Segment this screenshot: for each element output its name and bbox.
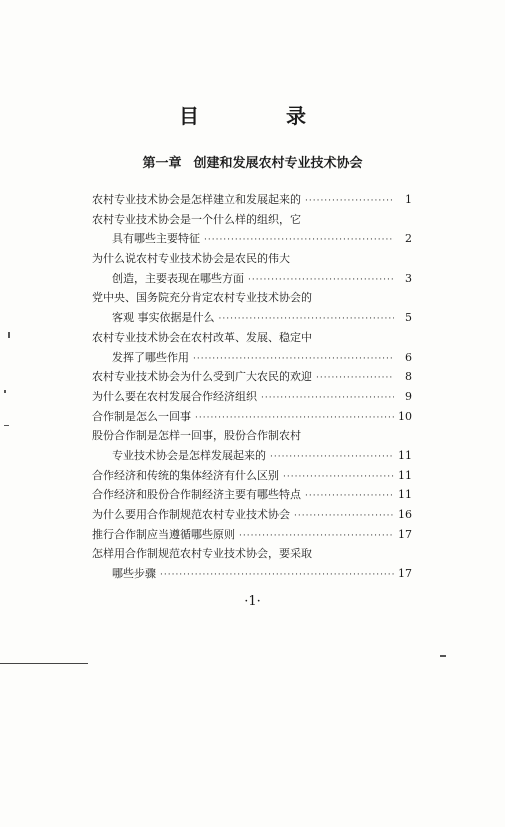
page-number-footer: ·1· (244, 594, 261, 609)
page-title: 目 录 (179, 104, 346, 128)
chapter-number: 第一章 (142, 156, 182, 171)
dot-leader (160, 566, 394, 586)
scan-speck (4, 390, 6, 393)
toc-page-number: 1 (405, 193, 412, 206)
toc-page-number: 5 (405, 311, 412, 325)
toc-entry-text: 股份合作制是怎样一回事，股份合作制农村 (92, 429, 301, 443)
toc-entry-text: 合作经济和股份合作制经济主要有哪些特点 (92, 488, 301, 502)
toc-entry-text: 农村专业技术协会在农村改革、发展、稳定中 (92, 330, 312, 344)
toc-entry-continuation (92, 564, 412, 584)
toc-entry-text: 发挥了哪些作用 (112, 350, 189, 364)
toc-entry (92, 288, 412, 308)
toc-entry-text: 推行合作制应当遵循哪些原则 (92, 527, 235, 541)
toc-entry-text: 农村专业技术协会为什么受到广大农民的欢迎 (92, 370, 312, 384)
dot-leader (270, 448, 394, 468)
table-of-contents (92, 190, 412, 584)
toc-entry (92, 190, 412, 210)
toc-entry (92, 387, 412, 407)
dot-leader (261, 389, 394, 409)
toc-entry-continuation (92, 446, 412, 466)
toc-page-number: 10 (398, 409, 412, 423)
toc-page-number: 11 (398, 488, 412, 502)
toc-page-number: 9 (405, 389, 412, 403)
toc-entry-text: 农村专业技术协会是一个什么样的组织，它 (92, 212, 301, 226)
toc-entry-text: 农村专业技术协会是怎样建立和发展起来的 (92, 193, 301, 206)
toc-entry (92, 210, 412, 230)
toc-entry (92, 485, 412, 505)
scan-mark (440, 655, 446, 657)
chapter-title: 创建和发展农村专业技术协会 (193, 156, 363, 171)
toc-page-number: 16 (398, 508, 412, 521)
toc-page-number: 17 (398, 567, 412, 581)
dot-leader (316, 369, 394, 389)
toc-entry (92, 249, 412, 269)
toc-entry-text: 合作经济和传统的集体经济有什么区别 (92, 468, 279, 482)
toc-entry-continuation (92, 229, 412, 249)
toc-entry-continuation (92, 269, 412, 289)
scan-rule-line (0, 663, 88, 664)
toc-entry-text: 专业技术协会是怎样发展起来的 (112, 448, 266, 462)
toc-entry (92, 426, 412, 446)
toc-page-number: 8 (405, 370, 412, 384)
toc-entry (92, 505, 412, 525)
toc-entry-text: 创造，主要表现在哪些方面 (112, 271, 244, 285)
toc-page-number: 6 (405, 350, 412, 364)
chapter-heading (0, 152, 505, 171)
dot-leader (294, 507, 394, 527)
toc-entry-text: 为什么要用合作制规范农村专业技术协会 (92, 508, 290, 521)
toc-entry (92, 407, 412, 427)
toc-entry-text: 客观 事实依据是什么 (112, 311, 215, 325)
toc-entry-text: 为什么说农村专业技术协会是农民的伟大 (92, 252, 290, 266)
scan-speck (4, 425, 9, 426)
toc-entry-text: 为什么要在农村发展合作经济组织 (92, 389, 257, 403)
dot-leader (305, 487, 394, 507)
toc-entry (92, 367, 412, 387)
toc-entry (92, 328, 412, 348)
toc-page-number: 11 (398, 448, 412, 462)
scan-speck (8, 332, 10, 338)
toc-entry-text: 哪些步骤 (112, 567, 156, 581)
toc-entry-text: 党中央、国务院充分肯定农村专业技术协会的 (92, 291, 312, 305)
toc-page-number: 11 (398, 468, 412, 482)
toc-page-number: 17 (398, 527, 412, 541)
toc-entry (92, 466, 412, 486)
toc-entry-text: 怎样用合作制规范农村专业技术协会，要采取 (92, 547, 312, 561)
toc-entry-continuation (92, 308, 412, 328)
toc-page-number: 3 (405, 271, 412, 285)
toc-entry (92, 525, 412, 545)
dot-leader (305, 192, 394, 212)
toc-entry-text: 具有哪些主要特征 (112, 232, 200, 246)
toc-entry-text: 合作制是怎么一回事 (92, 409, 191, 423)
toc-entry-continuation (92, 348, 412, 368)
toc-page-number: 2 (405, 232, 412, 246)
toc-entry (92, 544, 412, 564)
